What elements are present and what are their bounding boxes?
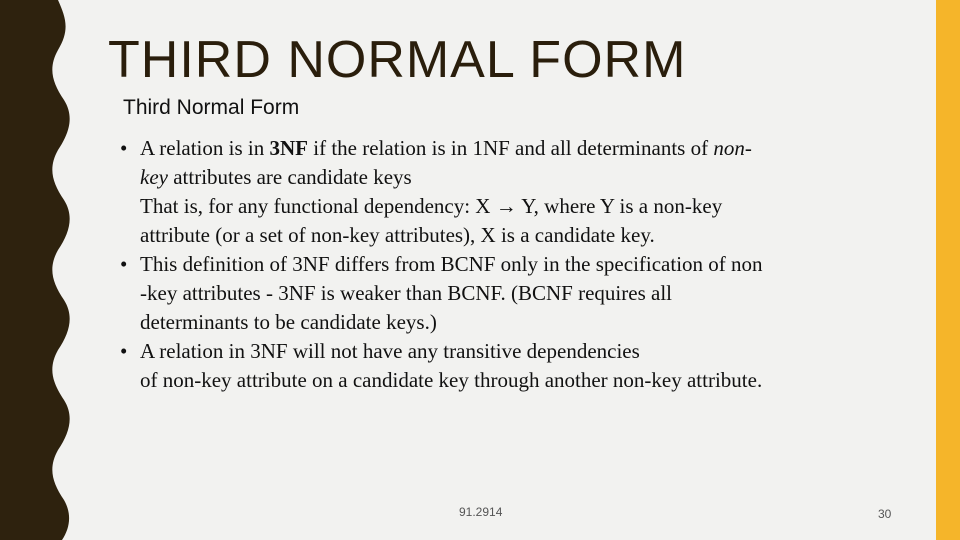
bullet-marker: •	[120, 252, 128, 276]
accent-bar	[936, 0, 960, 540]
bullet-text: if the relation is in 1NF and all determinants of	[308, 136, 714, 160]
bullet-line: of non-key attribute on a candidate key through another non-key attribute.	[140, 368, 763, 392]
decorative-wavy-band	[0, 0, 75, 540]
bullet-line: attribute (or a set of non-key attributes), X is a candidate key.	[140, 223, 655, 247]
bullet-list	[120, 134, 860, 395]
bullet-line: determinants to be candidate keys.)	[140, 310, 437, 334]
bullet-text: A relation is in	[140, 136, 270, 160]
slide-title: THIRD NORMAL FORM	[108, 31, 687, 89]
slide-subtitle: Third Normal Form	[123, 96, 300, 119]
bold-term: 3NF	[269, 136, 308, 160]
bullet-line	[140, 163, 860, 192]
italic-term: key	[140, 165, 168, 189]
bullet-marker: •	[120, 136, 128, 160]
italic-term: non-	[713, 136, 752, 160]
bullet-marker: •	[120, 339, 128, 363]
bullet-text: attributes are candidate keys	[167, 165, 412, 189]
bullet-item	[120, 250, 860, 337]
bullet-line	[140, 134, 860, 163]
bullet-line: -key attributes - 3NF is weaker than BCNF. (BCNF requires all	[140, 281, 672, 305]
bullet-line: That is, for any functional dependency: X → Y, where Y is a non-key	[140, 194, 723, 218]
bullet-item	[120, 134, 860, 250]
wavy-band-shape	[0, 0, 70, 540]
footer-date: 91.2914	[459, 505, 503, 519]
page-number: 30	[878, 507, 892, 521]
bullet-line: A relation in 3NF will not have any transitive dependencies	[140, 339, 640, 363]
bullet-line: This definition of 3NF differs from BCNF only in the specification of non	[140, 252, 763, 276]
bullet-item	[120, 337, 860, 395]
